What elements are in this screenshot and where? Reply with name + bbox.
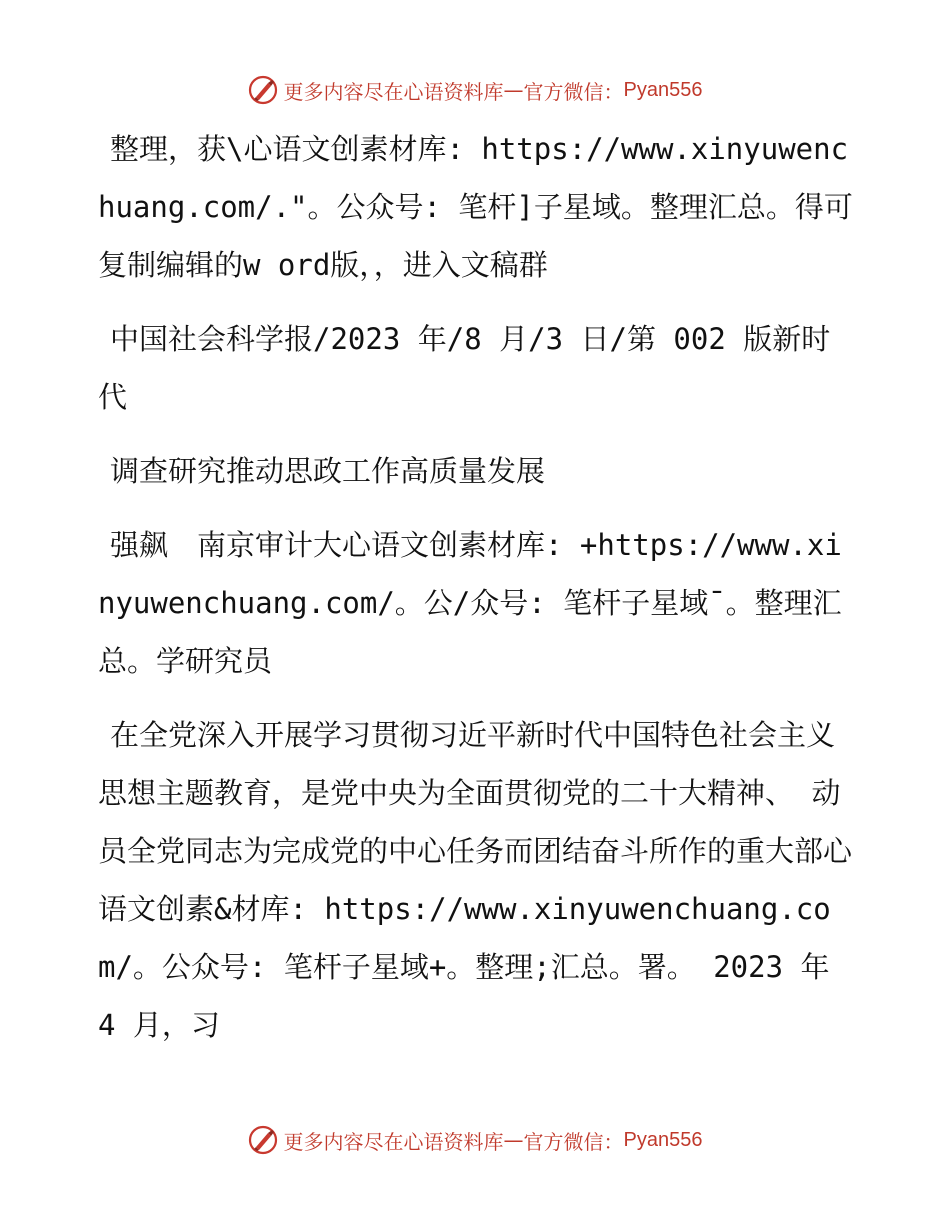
pen-logo-icon [248, 75, 278, 105]
paragraph-publication-info: 中国社会科学报/2023 年/8 月/3 日/第 002 版新时代 [98, 322, 831, 414]
paragraph-article-title: 调查研究推动思政工作高质量发展 [110, 454, 546, 488]
banner-dash: — [503, 1128, 524, 1152]
paragraph-body: 在全党深入开展学习贯彻习近平新时代中国特色社会主义思想主题教育，是党中央为全面贯彻党的二十大精神、 动员全党同志为完成党的中心任务而团结奋斗所作的重大部心语文创素&材库: https://www.xinyuwenchuang.com/。公众号: 笔杆子星域+。整理;汇总。署。 2023 年 4 月，习 [98, 718, 853, 1042]
banner-wechat-id: Pyan556 [623, 1128, 703, 1151]
banner-site-text: 更多内容尽在心语资料库 [283, 79, 504, 104]
banner-wechat-label: 官方微信： [523, 79, 624, 104]
header-watermark-banner [0, 70, 950, 110]
banner-wechat-id: Pyan556 [623, 78, 703, 101]
banner-wechat-label: 官方微信： [523, 1129, 624, 1154]
banner-dash: — [503, 78, 524, 102]
banner-site-text: 更多内容尽在心语资料库 [283, 1129, 504, 1154]
paragraph-author: 强飙 南京审计大心语文创素材库: +https://www.xinyuwenchuang.com/。公/众号: 笔杆子星域¯。整理汇总。学研究员 [98, 528, 842, 678]
footer-watermark-banner [0, 1120, 950, 1160]
pen-logo-icon [248, 1125, 278, 1155]
paragraph-source-note: 整理，获\心语文创素材库: https://www.xinyuwenchuang.com/."。公众号: 笔杆]子星域。整理汇总。得可复制编辑的w ord版，，进入文稿群 [98, 132, 853, 282]
document-body [98, 120, 858, 1070]
